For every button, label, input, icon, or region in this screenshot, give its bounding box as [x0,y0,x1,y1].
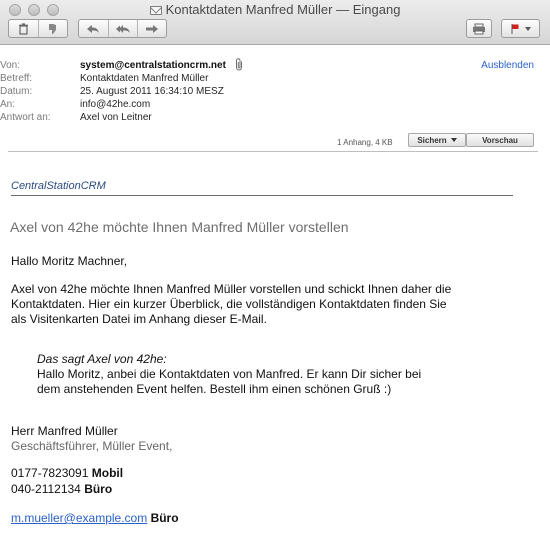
reply-group [78,19,167,38]
printer-icon [472,23,486,35]
phone-mobile-number[interactable]: 0177-7823091 [11,466,89,480]
header-reply-to-value[interactable]: Axel von Leitner [80,112,152,123]
phone-office [11,482,112,497]
email-line [11,511,179,526]
save-attachment-label: Sichern [417,135,447,145]
reply-arrow-icon [86,24,100,34]
chevron-down-icon [525,27,531,31]
junk-button[interactable] [38,20,68,37]
delete-button[interactable] [9,20,38,37]
paperclip-icon [235,58,244,74]
window-titlebar [0,0,550,45]
envelope-icon [150,6,162,15]
intro-line-2: Kontaktdaten. Hier ein kurzer Überblick, die vollständigen Kontaktdaten finden Sie [11,297,447,311]
quote-line-2: dem anstehenden Event helfen. Bestell ihm einen schönen Gruß :) [37,382,392,396]
phone-mobile-type: Mobil [91,466,124,480]
reply-button[interactable] [79,20,108,37]
header-from-value[interactable]: system@centralstationcrm.net [80,60,226,71]
brand-divider [11,195,513,196]
forward-button[interactable] [137,20,166,37]
window-title-text: Kontaktdaten Manfred Müller — Eingang [165,2,401,17]
save-attachment-button[interactable] [408,133,466,147]
contact-name: Herr Manfred Müller [11,424,118,438]
preview-attachment-label: Vorschau [482,135,518,145]
phone-office-type: Büro [84,482,113,496]
chevron-down-icon [451,138,457,142]
intro-line-3: als Visitenkarten Datei im Anhang dieser E-Mail. [11,312,267,326]
contact-email-type: Büro [150,511,179,525]
thumbs-down-icon [47,23,59,35]
flag-icon [510,23,520,35]
window-title [0,2,550,17]
preview-attachment-button[interactable] [466,133,534,147]
delete-junk-group [8,19,68,38]
flag-fill [513,24,519,29]
flag-button[interactable] [501,19,540,38]
print-button[interactable] [466,19,492,38]
phone-office-number[interactable]: 040-2112134 [11,482,81,496]
intro-line-1: Axel von 42he möchte Ihnen Manfred Müller vorstellen und schickt Ihnen daher die [11,282,452,296]
forward-arrow-icon [145,24,159,34]
contact-role: Geschäftsführer, Müller Event, [11,439,173,453]
hide-header-link[interactable]: Ausblenden [481,60,534,71]
reply-all-arrow-icon [115,24,131,34]
phone-mobile [11,466,123,481]
body-subject: Axel von 42he möchte Ihnen Manfred Müller vorstellen [10,219,349,235]
attachment-info: 1 Anhang, 4 KB [337,138,393,147]
brand-name: CentralStationCRM [11,180,106,192]
header-subject-value: Kontaktdaten Manfred Müller [80,73,209,84]
reply-all-button[interactable] [108,20,138,37]
contact-email-link[interactable]: m.mueller@example.com [11,511,148,525]
header-to-value[interactable]: info@42he.com [80,99,151,110]
greeting: Hallo Moritz Machner, [11,254,128,268]
trash-icon [18,23,29,35]
quote-heading: Das sagt Axel von 42he: [37,352,167,366]
header-date-value: 25. August 2011 16:34:10 MESZ [80,86,224,97]
header-divider [8,151,538,152]
quote-line-1: Hallo Moritz, anbei die Kontaktdaten von Manfred. Er kann Dir sicher bei [37,367,422,381]
